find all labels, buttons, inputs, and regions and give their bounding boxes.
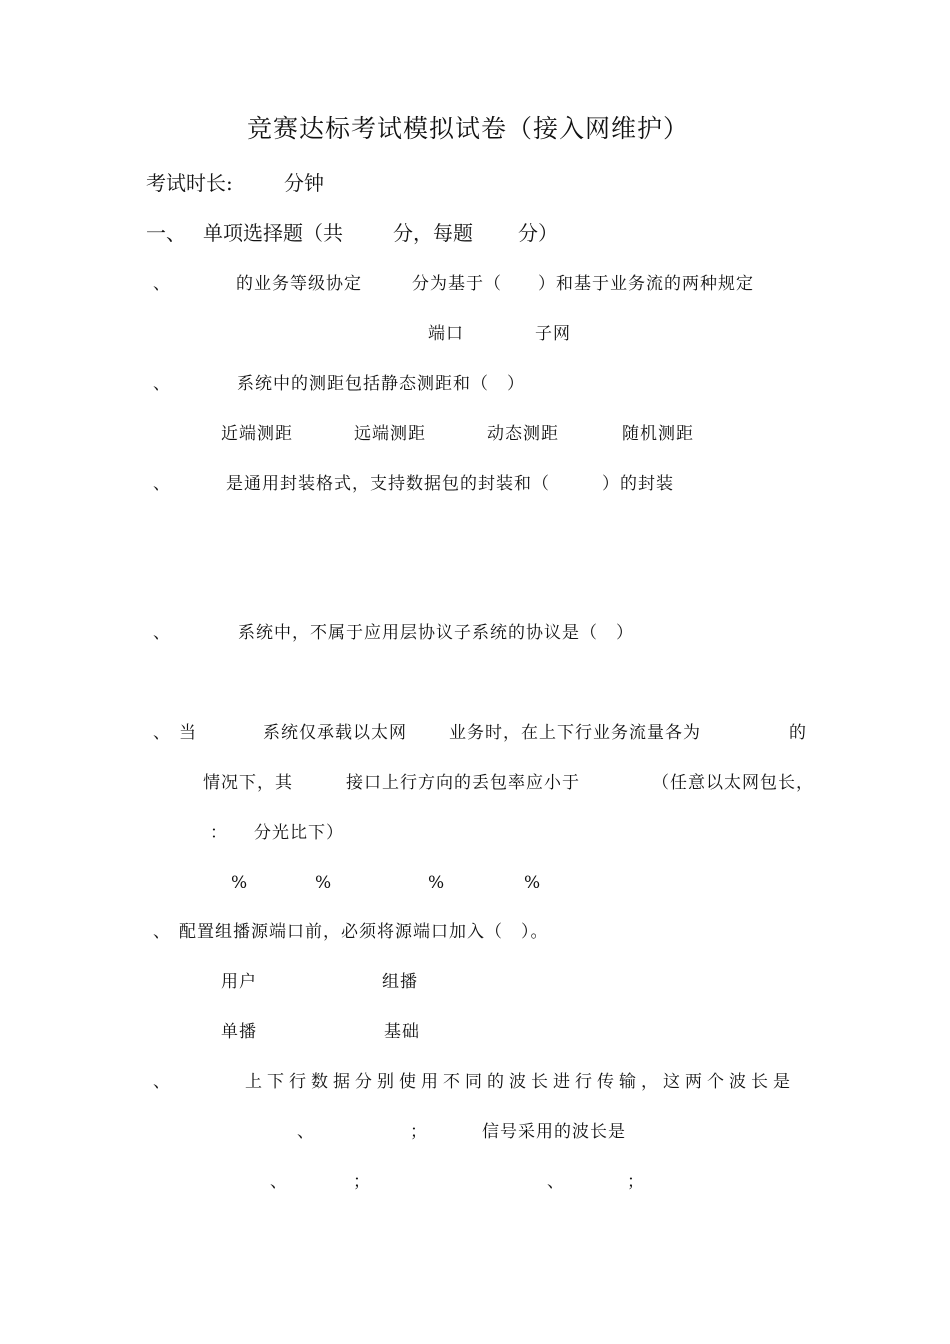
question-2-option-d: 随机测距: [622, 424, 694, 444]
question-7-semicolon-2: ；: [353, 1172, 371, 1192]
question-6-option-a: 用户: [221, 972, 257, 992]
question-2-option-b: 远端测距: [354, 424, 426, 444]
question-5-text-b: 系统仅承载以太网: [263, 723, 407, 743]
question-7-separator-1: 、: [297, 1122, 315, 1142]
question-7-separator-3: 、: [547, 1172, 565, 1192]
section-score-per: 分，每题: [393, 221, 473, 245]
question-7-text-a: 上下行数据分别使用不同的波长进行传输，这两个波长是: [245, 1072, 795, 1092]
question-2-text: 系统中的测距包括静态测距和（ ）: [237, 374, 525, 394]
question-2-option-c: 动态测距: [487, 424, 559, 444]
duration-label: 考试时长:: [146, 171, 233, 195]
question-1-option-a: 端口: [428, 324, 464, 344]
question-3-number: 、: [153, 474, 171, 494]
question-5-option-a: %: [231, 873, 249, 893]
question-6-number: 、: [153, 922, 171, 942]
question-5-text-a: 当: [179, 723, 197, 743]
question-1-text-a: 的业务等级协定: [236, 274, 362, 294]
section-score-end: 分）: [518, 221, 558, 245]
question-5-text-h: ：: [210, 823, 228, 843]
question-7-number: 、: [153, 1072, 171, 1092]
question-3-text-a: 是通用封装格式，支持数据包的封装和（: [226, 474, 550, 494]
question-5-text-d: 的: [789, 723, 807, 743]
page-title: 竞赛达标考试模拟试卷（接入网维护）: [247, 114, 690, 143]
question-7-text-b: 信号采用的波长是: [482, 1122, 626, 1142]
question-7-semicolon-3: ；: [627, 1172, 645, 1192]
question-5-text-e: 情况下，其: [203, 773, 293, 793]
question-6-text: 配置组播源端口前，必须将源端口加入（ ）。: [179, 922, 549, 942]
question-1-option-b: 子网: [535, 324, 571, 344]
question-1-text-b: 分为基于（: [412, 274, 502, 294]
question-7-separator-2: 、: [270, 1172, 288, 1192]
question-5-number: 、: [153, 723, 171, 743]
question-4-text: 系统中，不属于应用层协议子系统的协议是（ ）: [238, 623, 634, 643]
question-5-option-b: %: [315, 873, 333, 893]
question-1-text-c: ）和基于业务流的两种规定: [538, 274, 754, 294]
question-5-text-g: （任意以太网包长，: [652, 773, 814, 793]
question-2-option-a: 近端测距: [221, 424, 293, 444]
question-5-text-i: 分光比下）: [254, 823, 344, 843]
question-6-option-c: 单播: [221, 1022, 257, 1042]
question-1-number: 、: [153, 274, 171, 294]
question-6-option-b: 组播: [382, 972, 418, 992]
question-6-option-d: 基础: [384, 1022, 420, 1042]
question-4-number: 、: [153, 623, 171, 643]
duration-unit: 分钟: [284, 171, 324, 195]
question-7-semicolon-1: ；: [410, 1122, 428, 1142]
question-2-number: 、: [153, 374, 171, 394]
section-number: 一、: [146, 221, 186, 245]
question-5-option-c: %: [428, 873, 446, 893]
question-5-text-f: 接口上行方向的丢包率应小于: [346, 773, 580, 793]
question-5-option-d: %: [524, 873, 542, 893]
section-title: 单项选择题（共: [203, 221, 343, 245]
question-5-text-c: 业务时，在上下行业务流量各为: [449, 723, 701, 743]
question-3-text-b: ）的封装: [602, 474, 674, 494]
